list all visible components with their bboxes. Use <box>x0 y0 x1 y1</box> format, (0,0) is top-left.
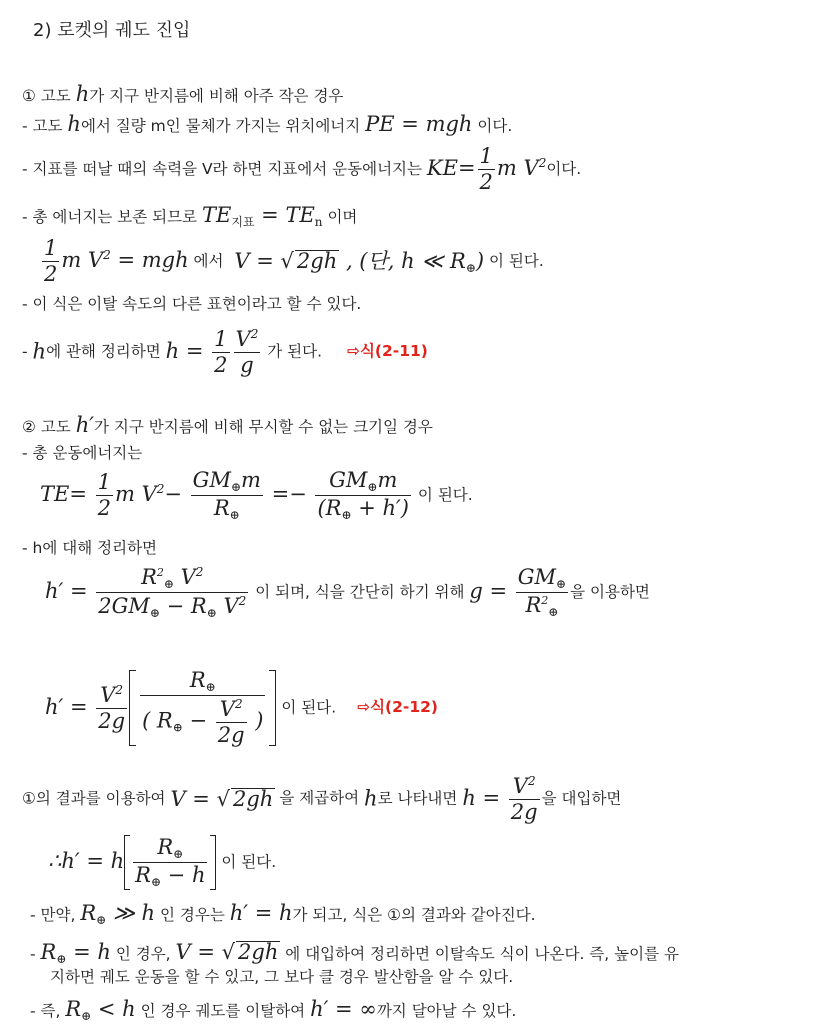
case2-line3: - h에 대해 정리하면 <box>22 539 158 557</box>
case2-line5 <box>45 670 438 746</box>
text: 이 되며, 식을 간단히 하기 위해 <box>250 582 470 601</box>
text: - 지표를 떠날 때의 속력을 V라 하면 지표에서 운동에너지는 <box>22 159 427 178</box>
result-bullet2 <box>30 941 679 965</box>
text: 에서 질량 m인 물체가 가지는 위치에너지 <box>80 117 366 135</box>
condition-eq: $R_\oplus$ ≫ h <box>80 901 156 927</box>
text: - 고도 <box>22 117 68 135</box>
text: 이 된다. <box>413 485 473 504</box>
case1-line5: - 이 식은 이탈 속도의 다른 표현이라고 할 수 있다. <box>22 295 362 313</box>
case1-line1 <box>22 114 512 135</box>
energy-balance-eq: $\frac{1}{2}$ m $V^2$ = mgh <box>44 236 189 286</box>
case2-heading <box>22 415 433 436</box>
text: - 즉, <box>30 1002 66 1020</box>
total-energy-eq: TE= $\frac{1}{2}$ m $V^2-$ $\frac{GM_\oplus m}{R_\oplus}$ =− $\frac{GM_\oplus m}{(R_\oplus + h')}$ <box>40 468 409 522</box>
text: ② 고도 <box>22 418 76 436</box>
text: 에 관해 정리하면 <box>46 342 166 361</box>
height-eq-2-11: h = $\frac{1}{2}$ $\frac{V^2}{g}$ <box>165 326 259 377</box>
text: 을 제곱하여 <box>279 789 365 808</box>
condition-eq: $R_\oplus = h$ <box>40 940 111 966</box>
section-title: 2) 로켓의 궤도 진입 <box>33 20 191 41</box>
h-eq: h = $\frac{V^2}{2g}$ <box>462 774 538 824</box>
escape-velocity-eq: V = √ 2gh <box>175 940 279 964</box>
text: 가 된다. <box>262 342 323 361</box>
result-bullet1 <box>30 903 536 926</box>
energy-conservation-eq: $TE_{지표} = TE_n$ <box>201 203 323 229</box>
text: - <box>30 945 41 963</box>
result-line2 <box>48 835 276 890</box>
case2-line4 <box>45 566 650 619</box>
var-h: h <box>75 82 90 106</box>
escape-velocity-eq: V = √ 2gh , (단, h ≪ $R_\oplus$) <box>234 248 485 275</box>
var-h-prime: h′ <box>75 413 94 437</box>
case1-heading <box>22 84 343 105</box>
h-prime-eq: h′ = $\frac{R^2_\oplus V^2}{2GM_\oplus - R_\oplus V^2}$ <box>45 565 247 620</box>
gravity-eq: g = $\frac{GM_\oplus}{R^2_\oplus}$ <box>469 565 567 619</box>
text: 이 된다. <box>484 251 544 270</box>
case2-line2 <box>40 470 473 521</box>
case1-line2 <box>22 146 581 193</box>
text: 이다. <box>472 117 513 135</box>
text: 까지 달아날 수 있다. <box>376 1002 517 1020</box>
text: 에 대입하여 정리하면 이탈속도 식이 나온다. 즉, 높이를 유 <box>280 945 679 963</box>
case1-line3 <box>22 205 357 228</box>
kinetic-energy-eq: KE= $\frac{1}{2}$ m $V^2$ <box>426 144 547 194</box>
h-prime-eq-2-12: h′ = $\frac{V^2}{2g}$ $R_\oplus$ ( $R_\oplus$ − $\frac{V^2}{2g}$ ) <box>45 695 276 719</box>
h-prime-infinity: h′ = ∞ <box>310 997 377 1021</box>
text: 이 된다. <box>276 698 337 717</box>
case1-line4 <box>40 238 544 285</box>
text: 인 경우, <box>110 945 176 963</box>
case1-heading-pre: ① 고도 <box>22 87 76 105</box>
text: - 만약, <box>30 906 81 924</box>
text: 이 된다. <box>216 852 277 871</box>
text: - 총 에너지는 보존 되므로 <box>22 208 202 226</box>
text: 을 대입하면 <box>541 789 622 808</box>
text: 인 경우 궤도를 이탈하여 <box>135 1002 311 1020</box>
escape-velocity-eq: V = √ 2gh <box>170 787 274 811</box>
result-line1 <box>22 775 621 823</box>
equation-ref-2-12: ⇨식(2-12) <box>357 698 439 717</box>
var-h: h <box>364 786 378 811</box>
h-prime-equals-h: h′ = h <box>229 901 293 925</box>
condition-eq: $R_\oplus < h$ <box>65 997 136 1023</box>
result-bullet3 <box>30 999 516 1022</box>
result-bullet2-cont: 지하면 궤도 운동을 할 수 있고, 그 보다 클 경우 발산함을 알 수 있다. <box>50 968 514 986</box>
text: 이며 <box>322 208 358 226</box>
potential-energy-eq: PE = mgh <box>365 112 473 136</box>
var-h: h <box>67 112 81 136</box>
case2-line1: - 총 운동에너지는 <box>22 444 143 462</box>
h-prime-final-eq: ∴h′ = h $\frac{R_\oplus}{R_\oplus - h}$ <box>48 849 216 873</box>
text: 을 이용하면 <box>570 582 650 601</box>
text: 가 되고, 식은 ①의 결과와 같아진다. <box>292 906 536 924</box>
text: 가 지구 반지름에 비해 무시할 수 없는 크기일 경우 <box>94 418 433 436</box>
text: 로 나타내면 <box>377 789 463 808</box>
text: 이다. <box>546 159 582 178</box>
var-h: h <box>32 339 47 364</box>
text: - <box>22 342 33 361</box>
case1-heading-post: 가 지구 반지름에 비해 아주 작은 경우 <box>89 87 344 105</box>
equation-ref-2-11: ⇨식(2-11) <box>346 342 428 361</box>
text: 에서 <box>188 251 229 270</box>
text: ①의 결과를 이용하여 <box>22 789 171 808</box>
case1-line6 <box>22 328 428 376</box>
text: 인 경우는 <box>155 906 230 924</box>
